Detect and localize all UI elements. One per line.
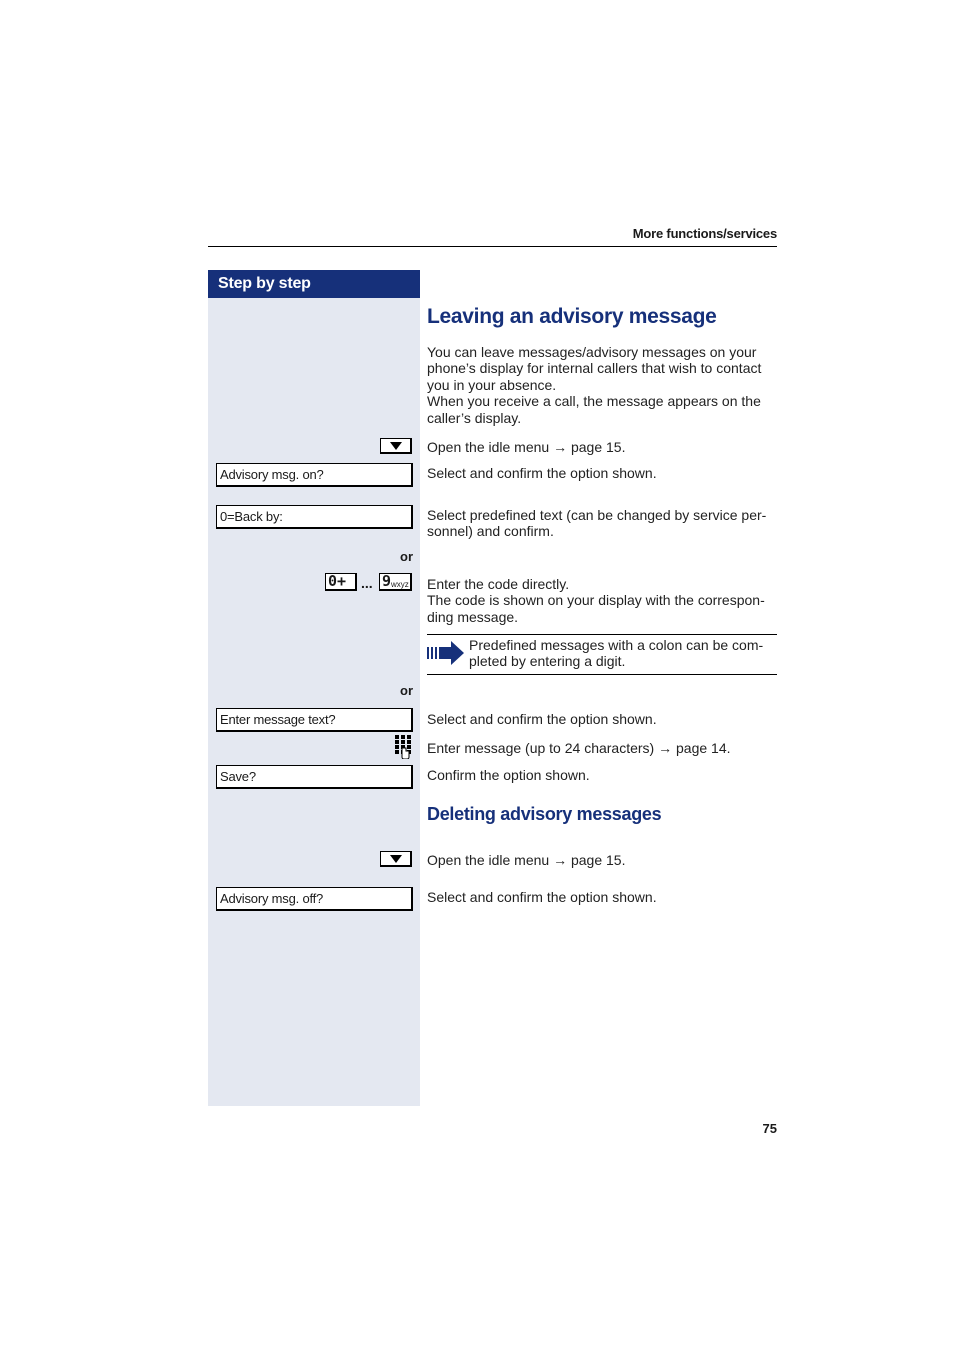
option-advisory-off[interactable]: Advisory msg. off? bbox=[216, 887, 413, 911]
step-keypad: Enter message (up to 24 characters) → page 14. bbox=[427, 740, 731, 756]
option-enter-message-text[interactable]: Enter message text? bbox=[216, 708, 413, 732]
intro-line: caller’s display. bbox=[427, 409, 522, 426]
note-bottom-rule bbox=[427, 674, 777, 675]
step-save: Confirm the option shown. bbox=[427, 767, 590, 783]
keypad-icon[interactable] bbox=[395, 735, 413, 764]
triangle-down-icon bbox=[390, 442, 402, 450]
step-line: Select predefined text (can be changed by service per- bbox=[427, 507, 767, 523]
intro-line: you in your absence. bbox=[427, 376, 557, 393]
note-line: Predefined messages with a colon can be com- bbox=[469, 637, 764, 653]
step-line: Enter the code directly. bbox=[427, 576, 570, 592]
subsection-title: Deleting advisory messages bbox=[427, 804, 662, 824]
step-enter-message-option: Select and confirm the option shown. bbox=[427, 711, 657, 727]
or-separator: or bbox=[400, 549, 413, 564]
step-back-by bbox=[427, 507, 779, 540]
page-number: 75 bbox=[762, 1121, 777, 1136]
note-top-rule bbox=[427, 634, 777, 635]
intro-line: You can leave messages/advisory messages on your bbox=[427, 344, 757, 360]
key-nine[interactable] bbox=[379, 573, 412, 591]
note-arrow-icon bbox=[427, 641, 465, 670]
or-separator: or bbox=[400, 683, 413, 698]
step-line: sonnel) and confirm. bbox=[427, 523, 554, 540]
step-line: ding message. bbox=[427, 608, 519, 625]
option-save[interactable]: Save? bbox=[216, 765, 413, 789]
page-title: Leaving an advisory message bbox=[427, 305, 717, 328]
section-header: More functions/services bbox=[632, 226, 777, 241]
option-back-by[interactable]: 0=Back by: bbox=[216, 505, 413, 529]
step-advisory-off: Select and confirm the option shown. bbox=[427, 889, 657, 905]
key-digit: 9 bbox=[382, 572, 392, 590]
step-line: The code is shown on your display with the correspon- bbox=[427, 592, 765, 609]
key-zero-plus[interactable] bbox=[325, 573, 357, 591]
key-range-ellipsis: ... bbox=[361, 575, 373, 591]
note-text bbox=[469, 637, 779, 670]
key-label: 0+ bbox=[328, 572, 347, 590]
note-line: pleted by entering a digit. bbox=[469, 653, 626, 670]
idle-menu-key[interactable] bbox=[380, 438, 412, 454]
intro-line: When you receive a call, the message appears on the bbox=[427, 393, 761, 410]
triangle-down-icon bbox=[390, 855, 402, 863]
intro-line: phone’s display for internal callers that wish to contact bbox=[427, 360, 762, 377]
intro-paragraph bbox=[427, 344, 779, 426]
option-advisory-on[interactable]: Advisory msg. on? bbox=[216, 463, 413, 487]
step-advisory-on: Select and confirm the option shown. bbox=[427, 465, 657, 481]
idle-menu-key[interactable] bbox=[380, 851, 412, 867]
step-open-idle-menu-2: Open the idle menu → page 15. bbox=[427, 852, 626, 868]
sidebar-title: Step by step bbox=[208, 270, 420, 298]
key-letters: wxyz bbox=[391, 580, 409, 589]
step-open-idle-menu: Open the idle menu → page 15. bbox=[427, 439, 626, 455]
header-divider bbox=[208, 246, 777, 247]
step-enter-code bbox=[427, 576, 779, 625]
